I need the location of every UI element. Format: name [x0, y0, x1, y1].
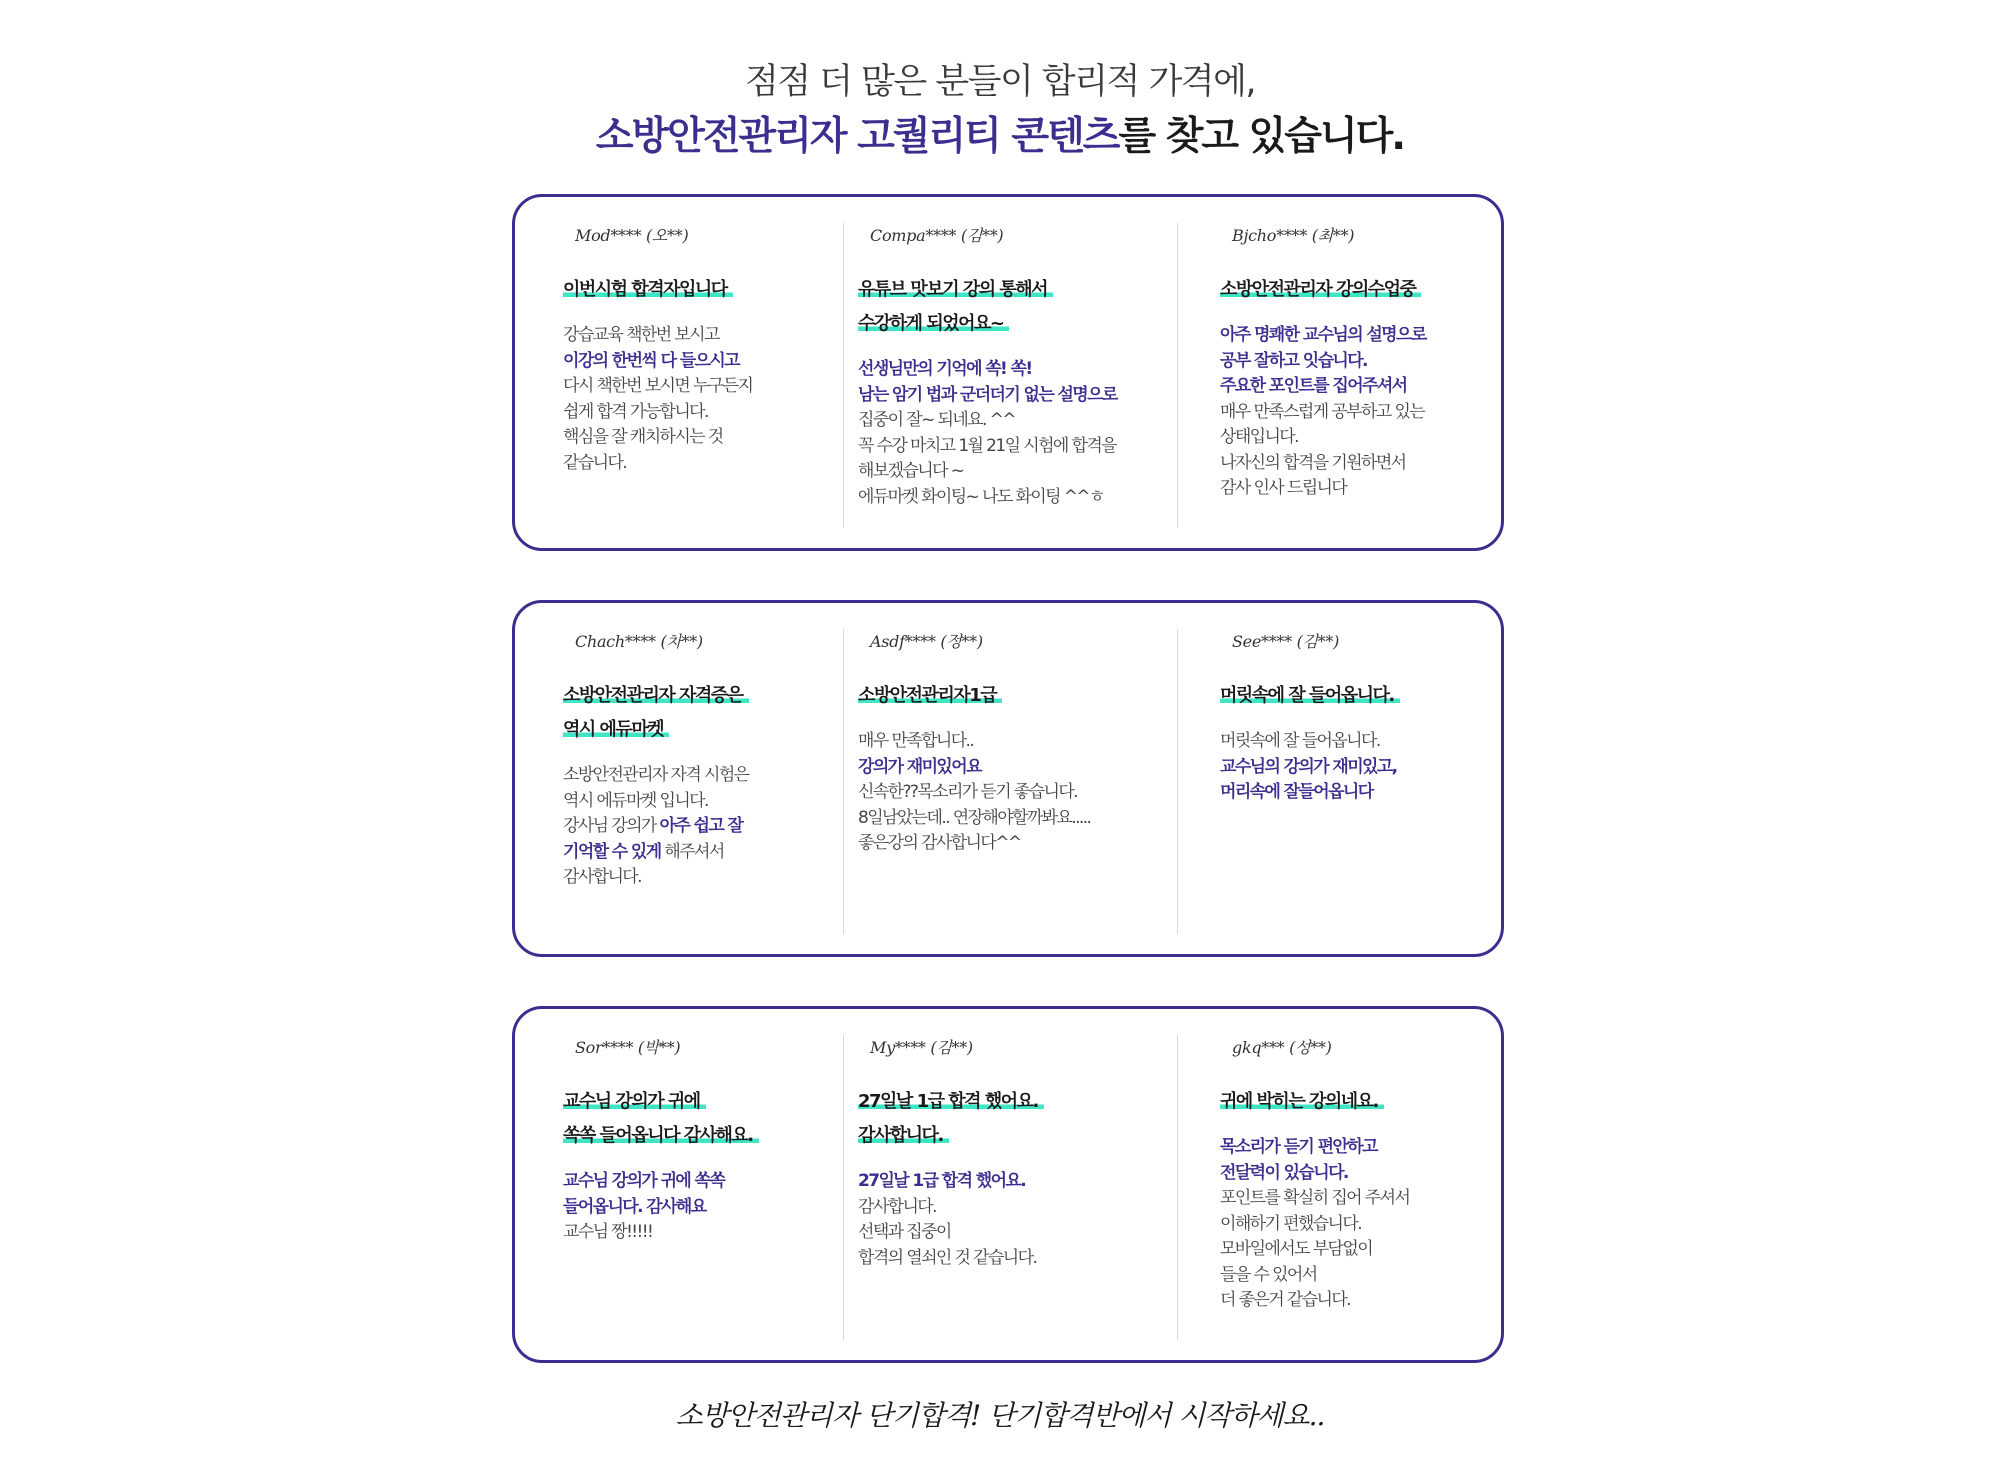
- review-body-line: [1220, 476, 1480, 502]
- review-text: 포인트를 확실히 집어 주셔서: [1220, 1188, 1410, 1208]
- review-body-line: [563, 814, 863, 840]
- review-text: 해보겠습니다 ~: [858, 461, 964, 481]
- review-text: 나자신의 합격을 기원하면서: [1220, 452, 1406, 473]
- review-body-line: [858, 729, 1158, 755]
- review-text: 꼭 수강 마치고 1월 21일 시험에 합격을: [858, 435, 1116, 456]
- review-body: [1220, 323, 1480, 502]
- review-title: [563, 273, 863, 307]
- review-body-line: [563, 865, 863, 891]
- reviewer-name: Bjcho**** (최**): [1232, 226, 1355, 245]
- review-title-line: [563, 713, 863, 747]
- review-highlight-text: 이강의 한번씩 다 들으시고: [563, 350, 739, 371]
- review-text: 소방안전관리자 자격 시험은: [563, 765, 749, 785]
- review-text: 들을 수 있어서: [1220, 1264, 1317, 1285]
- column-divider: [1177, 1035, 1178, 1340]
- review-title: [858, 273, 1158, 341]
- review-title: [1220, 679, 1480, 713]
- reviewer-name: Compa**** (김**): [870, 226, 1004, 245]
- review-body: [858, 1169, 1158, 1271]
- review-body-line: [563, 323, 863, 349]
- review-text: 감사 인사 드립니다: [1220, 478, 1347, 498]
- review-card: [563, 1035, 863, 1340]
- review-body-line: [563, 451, 863, 477]
- review-title-text: 감사합니다.: [858, 1125, 949, 1146]
- reviewer-name: Sor**** (박**): [575, 1038, 681, 1057]
- review-body-line: [563, 349, 863, 375]
- review-highlight-text: 공부 잘하고 잇습니다.: [1220, 350, 1367, 371]
- review-title-text: 교수님 강의가 귀에: [563, 1091, 706, 1112]
- review-highlight-text: 주요한 포인트를 집어주셔서: [1220, 376, 1407, 396]
- review-text: 교수님 짱!!!!!: [563, 1222, 653, 1242]
- review-card: [858, 1035, 1158, 1340]
- review-body-line: [858, 780, 1158, 806]
- review-title-line: [563, 1119, 863, 1153]
- review-text: 매우 만족스럽게 공부하고 있는: [1220, 401, 1425, 422]
- review-body-line: [1220, 349, 1480, 375]
- review-title-text: 소방안전관리자 자격증은: [563, 685, 749, 706]
- review-highlight-text: 아주 쉽고 잘: [659, 816, 743, 836]
- reviewer-name: Asdf**** (정**): [870, 632, 983, 651]
- review-title-text: 머릿속에 잘 들어옵니다.: [1220, 685, 1400, 706]
- review-body-line: [1220, 1135, 1480, 1161]
- page-header: [0, 56, 2000, 166]
- review-highlight-text: 교수님의 강의가 재미있고,: [1220, 756, 1397, 777]
- review-body-line: [858, 1169, 1158, 1195]
- review-highlight-text: 목소리가 듣기 편안하고: [1220, 1137, 1377, 1157]
- review-title-text: 수강하게 되었어요~: [858, 313, 1009, 334]
- review-body-line: [563, 840, 863, 866]
- review-title: [563, 679, 863, 747]
- review-body-line: [563, 1220, 863, 1246]
- review-title-text: 유튜브 맛보기 강의 통해서: [858, 279, 1053, 300]
- review-body-line: [1220, 1288, 1480, 1314]
- column-divider: [1177, 223, 1178, 528]
- review-text: 선택과 집중이: [858, 1222, 951, 1242]
- review-text: 해주셔서: [660, 841, 724, 862]
- review-body-line: [858, 1246, 1158, 1272]
- review-title-line: [563, 273, 863, 307]
- review-text: 감사합니다.: [563, 867, 641, 887]
- review-body-line: [1220, 323, 1480, 349]
- review-body-line: [858, 806, 1158, 832]
- review-title-line: [858, 1085, 1158, 1119]
- review-highlight-text: 교수님 강의가 귀에 쏙쏙: [563, 1171, 725, 1191]
- review-text: 머릿속에 잘 들어옵니다.: [1220, 731, 1380, 751]
- review-highlight-text: 남는 암기 법과 군더더기 없는 설명으로: [858, 384, 1117, 405]
- review-body-line: [858, 1195, 1158, 1221]
- review-title-line: [858, 679, 1158, 713]
- review-body: [563, 1169, 863, 1246]
- review-card: [563, 629, 863, 934]
- review-body-line: [563, 1195, 863, 1221]
- review-body-line: [858, 459, 1158, 485]
- review-card: [563, 223, 863, 528]
- review-title-line: [1220, 1085, 1480, 1119]
- review-text: 합격의 열쇠인 것 같습니다.: [858, 1247, 1037, 1268]
- review-body: [858, 357, 1158, 510]
- review-title-line: [858, 1119, 1158, 1153]
- review-card: [1220, 1035, 1480, 1340]
- review-title-line: [563, 679, 863, 713]
- review-body-line: [858, 434, 1158, 460]
- review-text: 좋은강의 감사합니다^^: [858, 833, 1021, 853]
- review-highlight-text: 선생님만의 기억에 쏙! 쏙!: [858, 359, 1032, 379]
- review-title: [563, 1085, 863, 1153]
- review-highlight-text: 머리속에 잘들어옵니다: [1220, 782, 1373, 802]
- review-body: [858, 729, 1158, 857]
- review-body-line: [858, 755, 1158, 781]
- review-body-line: [563, 789, 863, 815]
- review-body-line: [563, 1169, 863, 1195]
- review-text: 강사님 강의가: [563, 816, 660, 836]
- review-body-line: [1220, 1212, 1480, 1238]
- review-card: [858, 223, 1158, 528]
- review-text: 신속한??목소리가 듣기 좋습니다.: [858, 782, 1077, 802]
- review-body-line: [563, 763, 863, 789]
- review-title-line: [563, 1085, 863, 1119]
- review-title: [858, 679, 1158, 713]
- review-body-line: [1220, 729, 1480, 755]
- review-body-line: [1220, 755, 1480, 781]
- review-title-text: 역시 에듀마켓: [563, 719, 669, 740]
- reviewer-name: Chach**** (차**): [575, 632, 703, 651]
- review-body-line: [1220, 1263, 1480, 1289]
- review-text: 쉽게 합격 가능합니다.: [563, 401, 708, 422]
- review-highlight-text: 전달력이 있습니다.: [1220, 1162, 1348, 1183]
- review-card: [1220, 223, 1480, 528]
- review-text: 모바일에서도 부담없이: [1220, 1239, 1373, 1259]
- review-body-line: [1220, 451, 1480, 477]
- review-title-line: [858, 273, 1158, 307]
- review-text: 같습니다.: [563, 452, 627, 473]
- review-body: [1220, 729, 1480, 806]
- reviewer-name: Mod**** (오**): [575, 226, 689, 245]
- review-body: [563, 763, 863, 891]
- review-body-line: [858, 408, 1158, 434]
- review-highlight-text: 기억할 수 있게: [563, 841, 661, 862]
- review-title-line: [1220, 679, 1480, 713]
- review-body-line: [858, 831, 1158, 857]
- review-box: [512, 1006, 1504, 1363]
- header-title-highlight: 소방안전관리자 고퀄리티 콘텐츠: [595, 114, 1119, 159]
- review-box: [512, 600, 1504, 957]
- review-body-line: [858, 383, 1158, 409]
- review-text: 이해하기 편했습니다.: [1220, 1213, 1362, 1234]
- review-text: 에듀마켓 화이팅~ 나도 화이팅 ^^ㅎ: [858, 486, 1104, 507]
- review-text: 핵심을 잘 캐치하시는 것: [563, 427, 723, 447]
- review-title-text: 이번시험 합격자입니다: [563, 279, 733, 300]
- review-title-text: 소방안전관리자1급: [858, 685, 1002, 706]
- review-text: 8일남았는데.. 연장해야할까봐요.....: [858, 807, 1091, 828]
- review-text: 매우 만족합니다..: [858, 731, 974, 751]
- review-body: [1220, 1135, 1480, 1314]
- review-title-text: 27일날 1급 합격 했어요.: [858, 1091, 1044, 1112]
- review-title-text: 귀에 박히는 강의네요.: [1220, 1091, 1384, 1112]
- review-highlight-text: 27일날 1급 합격 했어요.: [858, 1171, 1026, 1191]
- review-body-line: [1220, 400, 1480, 426]
- review-title: [1220, 1085, 1480, 1119]
- review-body: [563, 323, 863, 476]
- review-box: [512, 194, 1504, 551]
- review-body-line: [858, 485, 1158, 511]
- review-text: 감사합니다.: [858, 1196, 936, 1217]
- review-text: 더 좋은거 같습니다.: [1220, 1290, 1350, 1310]
- review-title-text: 소방안전관리자 강의수업중: [1220, 279, 1421, 300]
- review-body-line: [1220, 1186, 1480, 1212]
- review-body-line: [1220, 425, 1480, 451]
- footer-slogan: 소방안전관리자 단기합격! 단기합격반에서 시작하세요..: [675, 1399, 1325, 1432]
- header-subtitle: 점점 더 많은 분들이 합리적 가격에,: [744, 62, 1256, 102]
- review-body-line: [1220, 1161, 1480, 1187]
- review-body-line: [563, 374, 863, 400]
- review-highlight-text: 들어옵니다. 감사해요: [563, 1196, 706, 1217]
- review-body-line: [563, 425, 863, 451]
- review-text: 강습교육 책한번 보시고: [563, 325, 719, 345]
- review-body-line: [1220, 374, 1480, 400]
- review-text: 상태입니다.: [1220, 427, 1298, 447]
- review-card: [858, 629, 1158, 934]
- review-title: [858, 1085, 1158, 1153]
- review-card: [1220, 629, 1480, 934]
- review-text: 집중이 잘~ 되네요. ^^: [858, 410, 1015, 430]
- review-body-line: [1220, 1237, 1480, 1263]
- reviewer-name: gkq*** (성**): [1232, 1038, 1332, 1057]
- reviewer-name: See**** (김**): [1232, 632, 1340, 651]
- header-title-rest: 를 찾고 있습니다.: [1118, 114, 1405, 159]
- review-title-line: [1220, 273, 1480, 307]
- header-title: [0, 108, 2000, 166]
- review-title: [1220, 273, 1480, 307]
- review-body-line: [858, 357, 1158, 383]
- review-title-line: [858, 307, 1158, 341]
- review-highlight-text: 강의가 재미있어요: [858, 756, 981, 777]
- review-text: 역시 에듀마켓 입니다.: [563, 790, 708, 811]
- review-body-line: [1220, 780, 1480, 806]
- column-divider: [1177, 629, 1178, 934]
- review-body-line: [858, 1220, 1158, 1246]
- reviewer-name: My**** (김**): [870, 1038, 973, 1057]
- review-body-line: [563, 400, 863, 426]
- review-text: 다시 책한번 보시면 누구든지: [563, 376, 753, 396]
- review-title-text: 쏙쏙 들어옵니다 감사해요.: [563, 1125, 759, 1146]
- review-highlight-text: 아주 명쾌한 교수님의 설명으로: [1220, 325, 1426, 345]
